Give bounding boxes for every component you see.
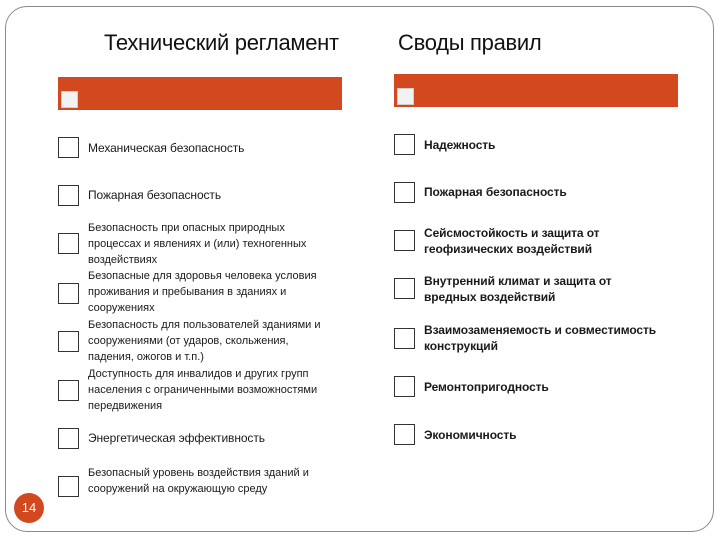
right-item-maintainability: Ремонтопригодность [424, 380, 549, 394]
right-item-fire-safety: Пожарная безопасность [424, 185, 567, 199]
checkbox[interactable] [58, 185, 79, 206]
left-column-heading: Технический регламент [104, 30, 339, 55]
left-item-energy-efficiency: Энергетическая эффективность [88, 431, 265, 445]
page-number-badge: 14 [14, 493, 44, 523]
right-item-economy: Экономичность [424, 428, 517, 442]
left-item-environment: Безопасный уровень воздействия зданий и сооружений на окружающую среду [88, 467, 309, 495]
checkbox[interactable] [58, 233, 79, 254]
right-item-interchangeability: Взаимозаменяемость и совместимость конструкций [424, 323, 657, 353]
right-item-reliability: Надежность [424, 138, 496, 152]
left-item-user-safety: Безопасность для пользователей зданиями и сооружениями (от ударов, скольжения, падения, ожогов и т.п.) [88, 319, 321, 363]
checkbox[interactable] [58, 428, 79, 449]
right-bar-checkbox-icon [397, 88, 414, 105]
checkbox[interactable] [394, 424, 415, 445]
checkbox[interactable] [394, 230, 415, 251]
checkbox[interactable] [58, 137, 79, 158]
checkbox[interactable] [58, 380, 79, 401]
left-bar-checkbox-icon [61, 91, 78, 108]
checkbox[interactable] [394, 182, 415, 203]
right-item-seismic: Сейсмостойкость и защита от геофизических воздействий [424, 226, 600, 256]
left-item-health-conditions: Безопасные для здоровья человека условия проживания и пребывания в зданиях и сооружениях [88, 270, 317, 314]
right-column-header-bar [394, 74, 678, 107]
checkbox[interactable] [394, 328, 415, 349]
checkbox[interactable] [58, 283, 79, 304]
right-column-heading: Своды правил [398, 30, 542, 55]
right-item-indoor-climate: Внутренний климат и защита от вредных воздействий [424, 274, 612, 304]
checkbox[interactable] [58, 331, 79, 352]
left-column-header-bar [58, 77, 342, 110]
left-item-accessibility: Доступность для инвалидов и других групп населения с ограниченными возможностями передвижения [88, 368, 318, 412]
checkbox[interactable] [394, 134, 415, 155]
checkbox[interactable] [58, 476, 79, 497]
checkbox[interactable] [394, 376, 415, 397]
left-item-fire-safety: Пожарная безопасность [88, 188, 221, 202]
left-item-mechanical-safety: Механическая безопасность [88, 141, 245, 155]
left-item-natural-hazards: Безопасность при опасных природных процессах и явлениях и (или) техногенных воздействиях [88, 222, 307, 266]
checkbox[interactable] [394, 278, 415, 299]
